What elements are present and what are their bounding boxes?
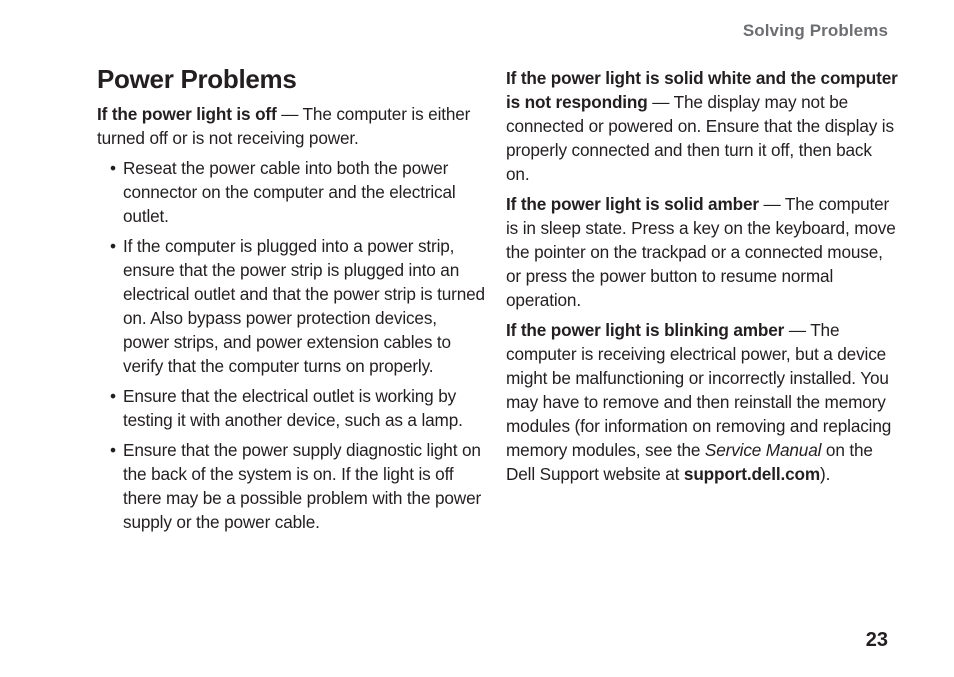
list-item [110, 156, 486, 228]
power-off-paragraph [97, 102, 483, 150]
list-item-text: Ensure that the power supply diagnostic light on the back of the system is on. If the light is off there may be a possible problem with the power supply or the power cable. [123, 440, 482, 532]
support-link[interactable]: support.dell.com [683, 464, 820, 484]
list-item [110, 384, 486, 432]
bullet-icon: • [110, 386, 116, 406]
power-off-bullet-list [110, 156, 486, 540]
list-item [110, 234, 486, 378]
list-item [110, 438, 486, 534]
blinking-amber-text-middle: on the Dell Support website at [506, 440, 873, 484]
service-manual-title: Service Manual [704, 440, 822, 460]
solid-white-paragraph [506, 66, 898, 186]
running-head: Solving Problems [742, 21, 888, 40]
blinking-amber-lead: If the power light is blinking amber [506, 320, 785, 340]
blinking-amber-paragraph [506, 318, 898, 486]
list-item-text: If the computer is plugged into a power strip, ensure that the power strip is plugged into an electrical outlet and that the power strip is turned on. Also bypass power protection devices, power strips, and power extension cables to verify that the computer turns on properly. [123, 236, 485, 376]
solid-amber-text: — The computer is in sleep state. Press a key on the keyboard, move the pointer on the trackpad or a connected mouse, or press the power button to resume normal operation. [506, 194, 896, 310]
power-off-lead: If the power light is off [97, 104, 277, 124]
power-off-text: — The computer is either turned off or is not receiving power. [97, 104, 471, 148]
bullet-icon: • [110, 440, 116, 460]
list-item-text: Reseat the power cable into both the power connector on the computer and the electrical outlet. [123, 158, 456, 226]
section-title: Power Problems [97, 64, 297, 94]
bullet-icon: • [110, 158, 116, 178]
solid-white-text: — The display may not be connected or powered on. Ensure that the display is properly connected and then turn it off, then back on. [506, 92, 894, 184]
blinking-amber-text-end: ). [820, 464, 831, 484]
list-item-text: Ensure that the electrical outlet is working by testing it with another device, such as a lamp. [123, 386, 463, 430]
page-number: 23 [865, 629, 888, 651]
solid-white-lead: If the power light is solid white and the computer is not responding [506, 68, 898, 112]
solid-amber-lead: If the power light is solid amber [506, 194, 759, 214]
bullet-icon: • [110, 236, 116, 256]
blinking-amber-text: — The computer is receiving electrical power, but a device might be malfunctioning or incorrectly installed. You may have to remove and then reinstall the memory modules (for information on removing and replacing memory modules, see the [506, 320, 892, 460]
solid-amber-paragraph [506, 192, 898, 312]
